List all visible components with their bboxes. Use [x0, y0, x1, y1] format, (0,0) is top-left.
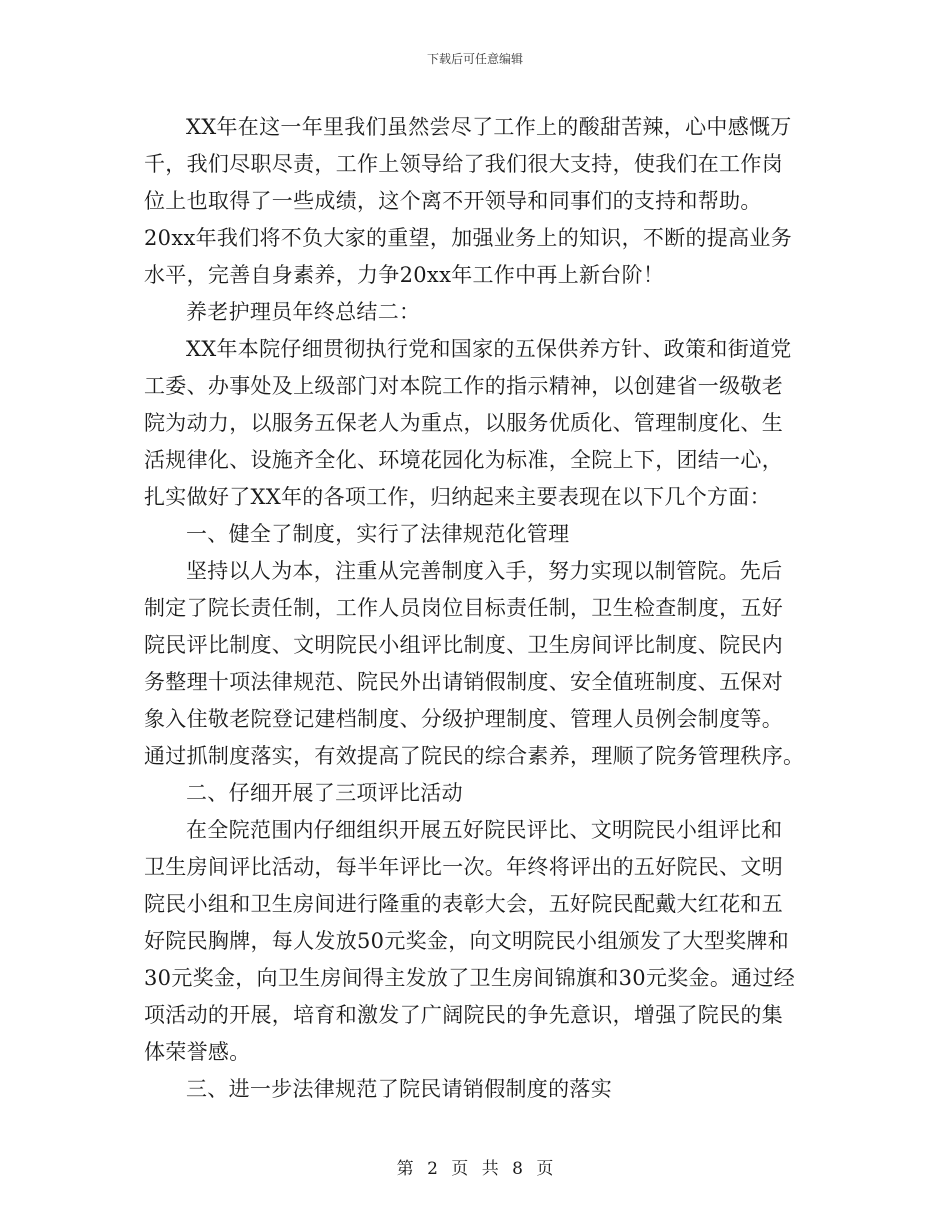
paragraph-line: 位上也取得了一些成绩，这个离不开领导和同事们的支持和帮助。 [144, 189, 762, 213]
paragraph-line: XX年在这一年里我们虽然尝尽了工作上的酸甜苦辣，心中感慨万 [186, 115, 792, 139]
paragraph-line: 务整理十项法律规范、院民外出请销假制度、安全值班制度、五保对 [144, 670, 783, 694]
paragraph-line: 通过抓制度落实，有效提高了院民的综合素养，理顺了院务管理秩序。 [144, 744, 805, 768]
paragraph-line: 院民评比制度、文明院民小组评比制度、卫生房间评比制度、院民内 [144, 633, 783, 657]
paragraph-line: 30元奖金，向卫生房间得主发放了卫生房间锦旗和30元奖金。通过经 [144, 966, 796, 990]
footer-prefix: 第 [396, 1159, 414, 1179]
paragraph-line: 象入住敬老院登记建档制度、分级护理制度、管理人员例会制度等。 [144, 707, 783, 731]
paragraph-line: 坚持以人为本，注重从完善制度入手，努力实现以制管院。先后 [186, 559, 783, 583]
paragraph-line: 千，我们尽职尽责，工作上领导给了我们很大支持，使我们在工作岗 [144, 152, 783, 176]
paragraph-line: 扎实做好了XX年的各项工作，归纳起来主要表现在以下几个方面： [144, 485, 771, 509]
footer-total-pages: 8 [512, 1159, 523, 1179]
page-header: 下载后可任意编辑 [426, 52, 523, 66]
paragraph-line: 项活动的开展，培育和激发了广阔院民的争先意识，增强了院民的集 [144, 1003, 783, 1027]
page-footer [0, 1154, 950, 1179]
paragraph-line: 活规律化、设施齐全化、环境花园化为标准，全院上下，团结一心， [144, 448, 783, 472]
paragraph-line: 水平，完善自身素养，力争20xx年工作中再上新台阶！ [144, 263, 665, 287]
paragraph-line: 院民小组和卫生房间进行隆重的表彰大会，五好院民配戴大红花和五 [144, 892, 783, 916]
footer-page-label: 页 [451, 1159, 469, 1179]
paragraph-line: 工委、办事处及上级部门对本院工作的指示精神，以创建省一级敬老 [144, 374, 783, 398]
paragraph-line: 制定了院长责任制，工作人员岗位目标责任制，卫生检查制度，五好 [144, 596, 783, 620]
paragraph-line: XX年本院仔细贯彻执行党和国家的五保供养方针、政策和街道党 [186, 337, 792, 361]
footer-suffix: 页 [536, 1159, 554, 1179]
section-title: 养老护理员年终总结二： [186, 300, 421, 324]
paragraph-line: 20xx年我们将不负大家的重望，加强业务上的知识，不断的提高业务 [144, 226, 793, 250]
paragraph-line: 好院民胸牌，每人发放50元奖金，向文明院民小组颁发了大型奖牌和 [144, 929, 790, 953]
paragraph-line: 体荣誉感。 [144, 1040, 251, 1064]
section-heading: 二、仔细开展了三项评比活动 [186, 781, 463, 805]
paragraph-line: 卫生房间评比活动，每半年评比一次。年终将评出的五好院民、文明 [144, 855, 783, 879]
section-heading: 三、进一步法律规范了院民请销假制度的落实 [186, 1077, 612, 1101]
footer-total-label: 共 [481, 1159, 499, 1179]
paragraph-line: 在全院范围内仔细组织开展五好院民评比、文明院民小组评比和 [186, 818, 783, 842]
footer-page-number: 2 [427, 1159, 438, 1179]
paragraph-line: 院为动力，以服务五保老人为重点，以服务优质化、管理制度化、生 [144, 411, 783, 435]
section-heading: 一、健全了制度，实行了法律规范化管理 [186, 522, 570, 546]
